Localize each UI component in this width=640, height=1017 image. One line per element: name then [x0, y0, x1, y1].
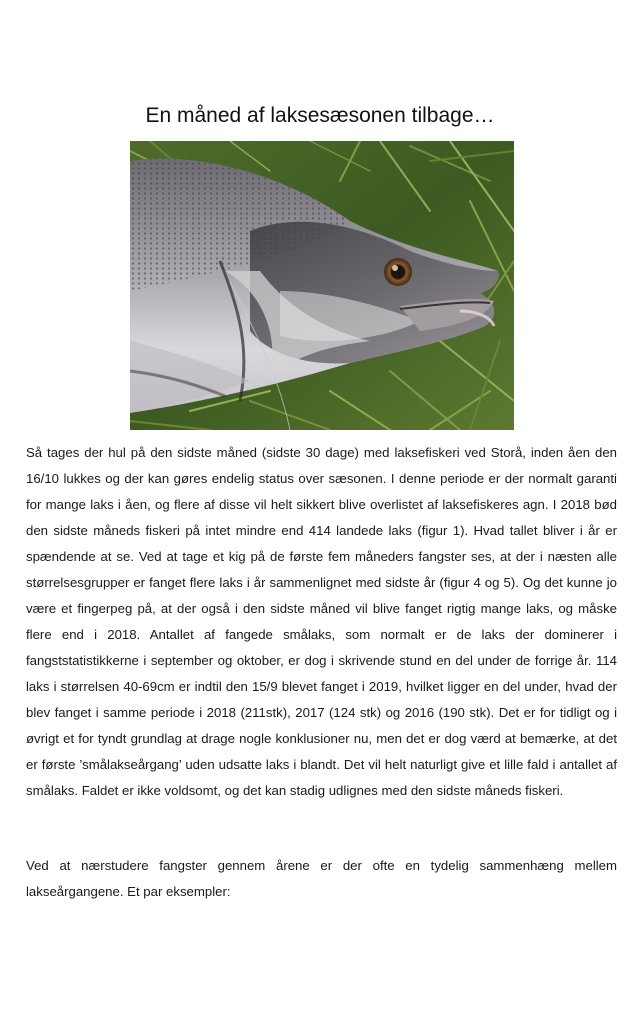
paragraph-1: Så tages der hul på den sidste måned (sidste 30 dage) med laksefiskeri ved Storå, inden åen den 16/10 lukkes og der kan gøres endelig status over sæsonen. I denne periode er der normalt garanti for mange laks i åen, og flere af disse vil helt sikkert blive overlistet af laksefiskeres agn. I 2018 bød den sidste måneds fiskeri på intet mindre end 414 landede laks (figur 1). Hvad tallet bliver i år er spændende at se. Ved at tage et kig på de første fem måneders fangster ses, at der i næsten alle størrelsesgrupper er fanget flere laks i år sammenlignet med sidste år (figur 4 og 5). Og det kunne jo være et fingerpeg på, at der også i den sidste måned vil blive fanget rigtig mange laks, og måske flere end i 2018. Antallet af fangede smålaks, som normalt er de laks der dominerer i fangststatistikkerne i september og oktober, er dog i skrivende stund en del under de forrige år. 114 laks i størrelsen 40-69cm er indtil den 15/9 blevet fanget i 2019, hvilket ligger en del under, hvad der blev fanget i samme periode i 2018 (211stk), 2017 (124 stk) og 2016 (190 stk). Det er for tidligt og i øvrigt et for tyndt grundlag at drage nogle konklusioner nu, men det er dog værd at bemærke, at det er første ’smålakseårgang’ uden udsatte laks i blandt. Det vil helt naturligt give et lille fald i antallet af smålaks. Faldet er ikke voldsomt, og det kan stadig udlignes med den sidste måneds fiskeri.	[26, 445, 617, 798]
salmon-photo	[130, 141, 514, 430]
salmon-illustration	[130, 141, 514, 430]
paragraph-2: Ved at nærstudere fangster gennem årene er der ofte en tydelig sammenhæng mellem lakseårgangene. Et par eksempler:	[26, 858, 617, 899]
page-title: En måned af laksesæsonen tilbage…	[145, 104, 495, 127]
